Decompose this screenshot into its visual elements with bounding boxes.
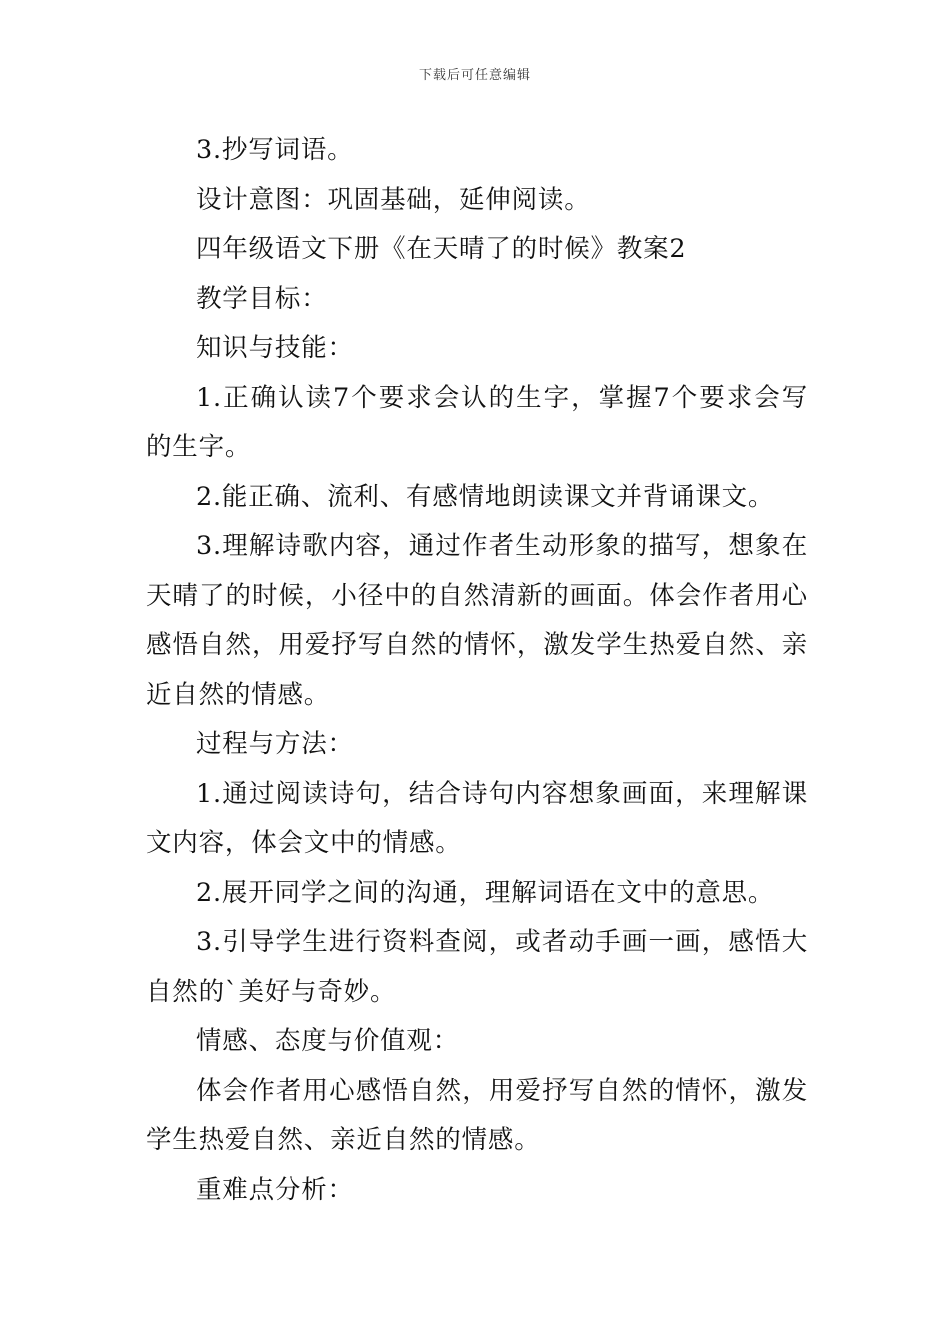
goal-knowledge-1: 1.正确认读7个要求会认的生字，掌握7个要求会写的生字。	[146, 382, 808, 462]
design-intent: 设计意图：巩固基础，延伸阅读。	[196, 184, 591, 215]
lesson-plan-title: 四年级语文下册《在天晴了的时候》教案2	[196, 234, 687, 264]
goal-process-1: 1.通过阅读诗句，结合诗句内容想象画面，来理解课文内容，体会文中的情感。	[146, 778, 808, 858]
goal-emotion: 体会作者用心感悟自然，用爱抒写自然的情怀，激发学生热爱自然、亲近自然的情感。	[146, 1075, 808, 1155]
goal-knowledge-3: 3.理解诗歌内容，通过作者生动形象的描写，想象在天晴了的时候，小径中的自然清新的画面。体会作者用心感悟自然，用爱抒写自然的情怀，激发学生热爱自然、亲近自然的情感。	[146, 531, 808, 710]
subsection-process-methods: 过程与方法：	[196, 729, 354, 759]
subsection-knowledge-skills: 知识与技能：	[196, 333, 354, 363]
goal-process-3: 3.引导学生进行资料查阅，或者动手画一画，感悟大自然的`美好与奇妙。	[146, 927, 808, 1007]
goal-process-2: 2.展开同学之间的沟通，理解词语在文中的意思。	[196, 877, 775, 908]
section-teaching-goals: 教学目标：	[196, 283, 328, 314]
section-key-difficulties: 重难点分析：	[196, 1174, 354, 1205]
document-body	[146, 126, 808, 1215]
item-copy-words: 3.抄写词语。	[196, 135, 354, 165]
subsection-emotion-values: 情感、态度与价值观：	[196, 1026, 460, 1056]
header-note: 下载后可任意编辑	[418, 68, 531, 83]
goal-knowledge-2: 2.能正确、流利、有感情地朗读课文并背诵课文。	[196, 481, 775, 512]
